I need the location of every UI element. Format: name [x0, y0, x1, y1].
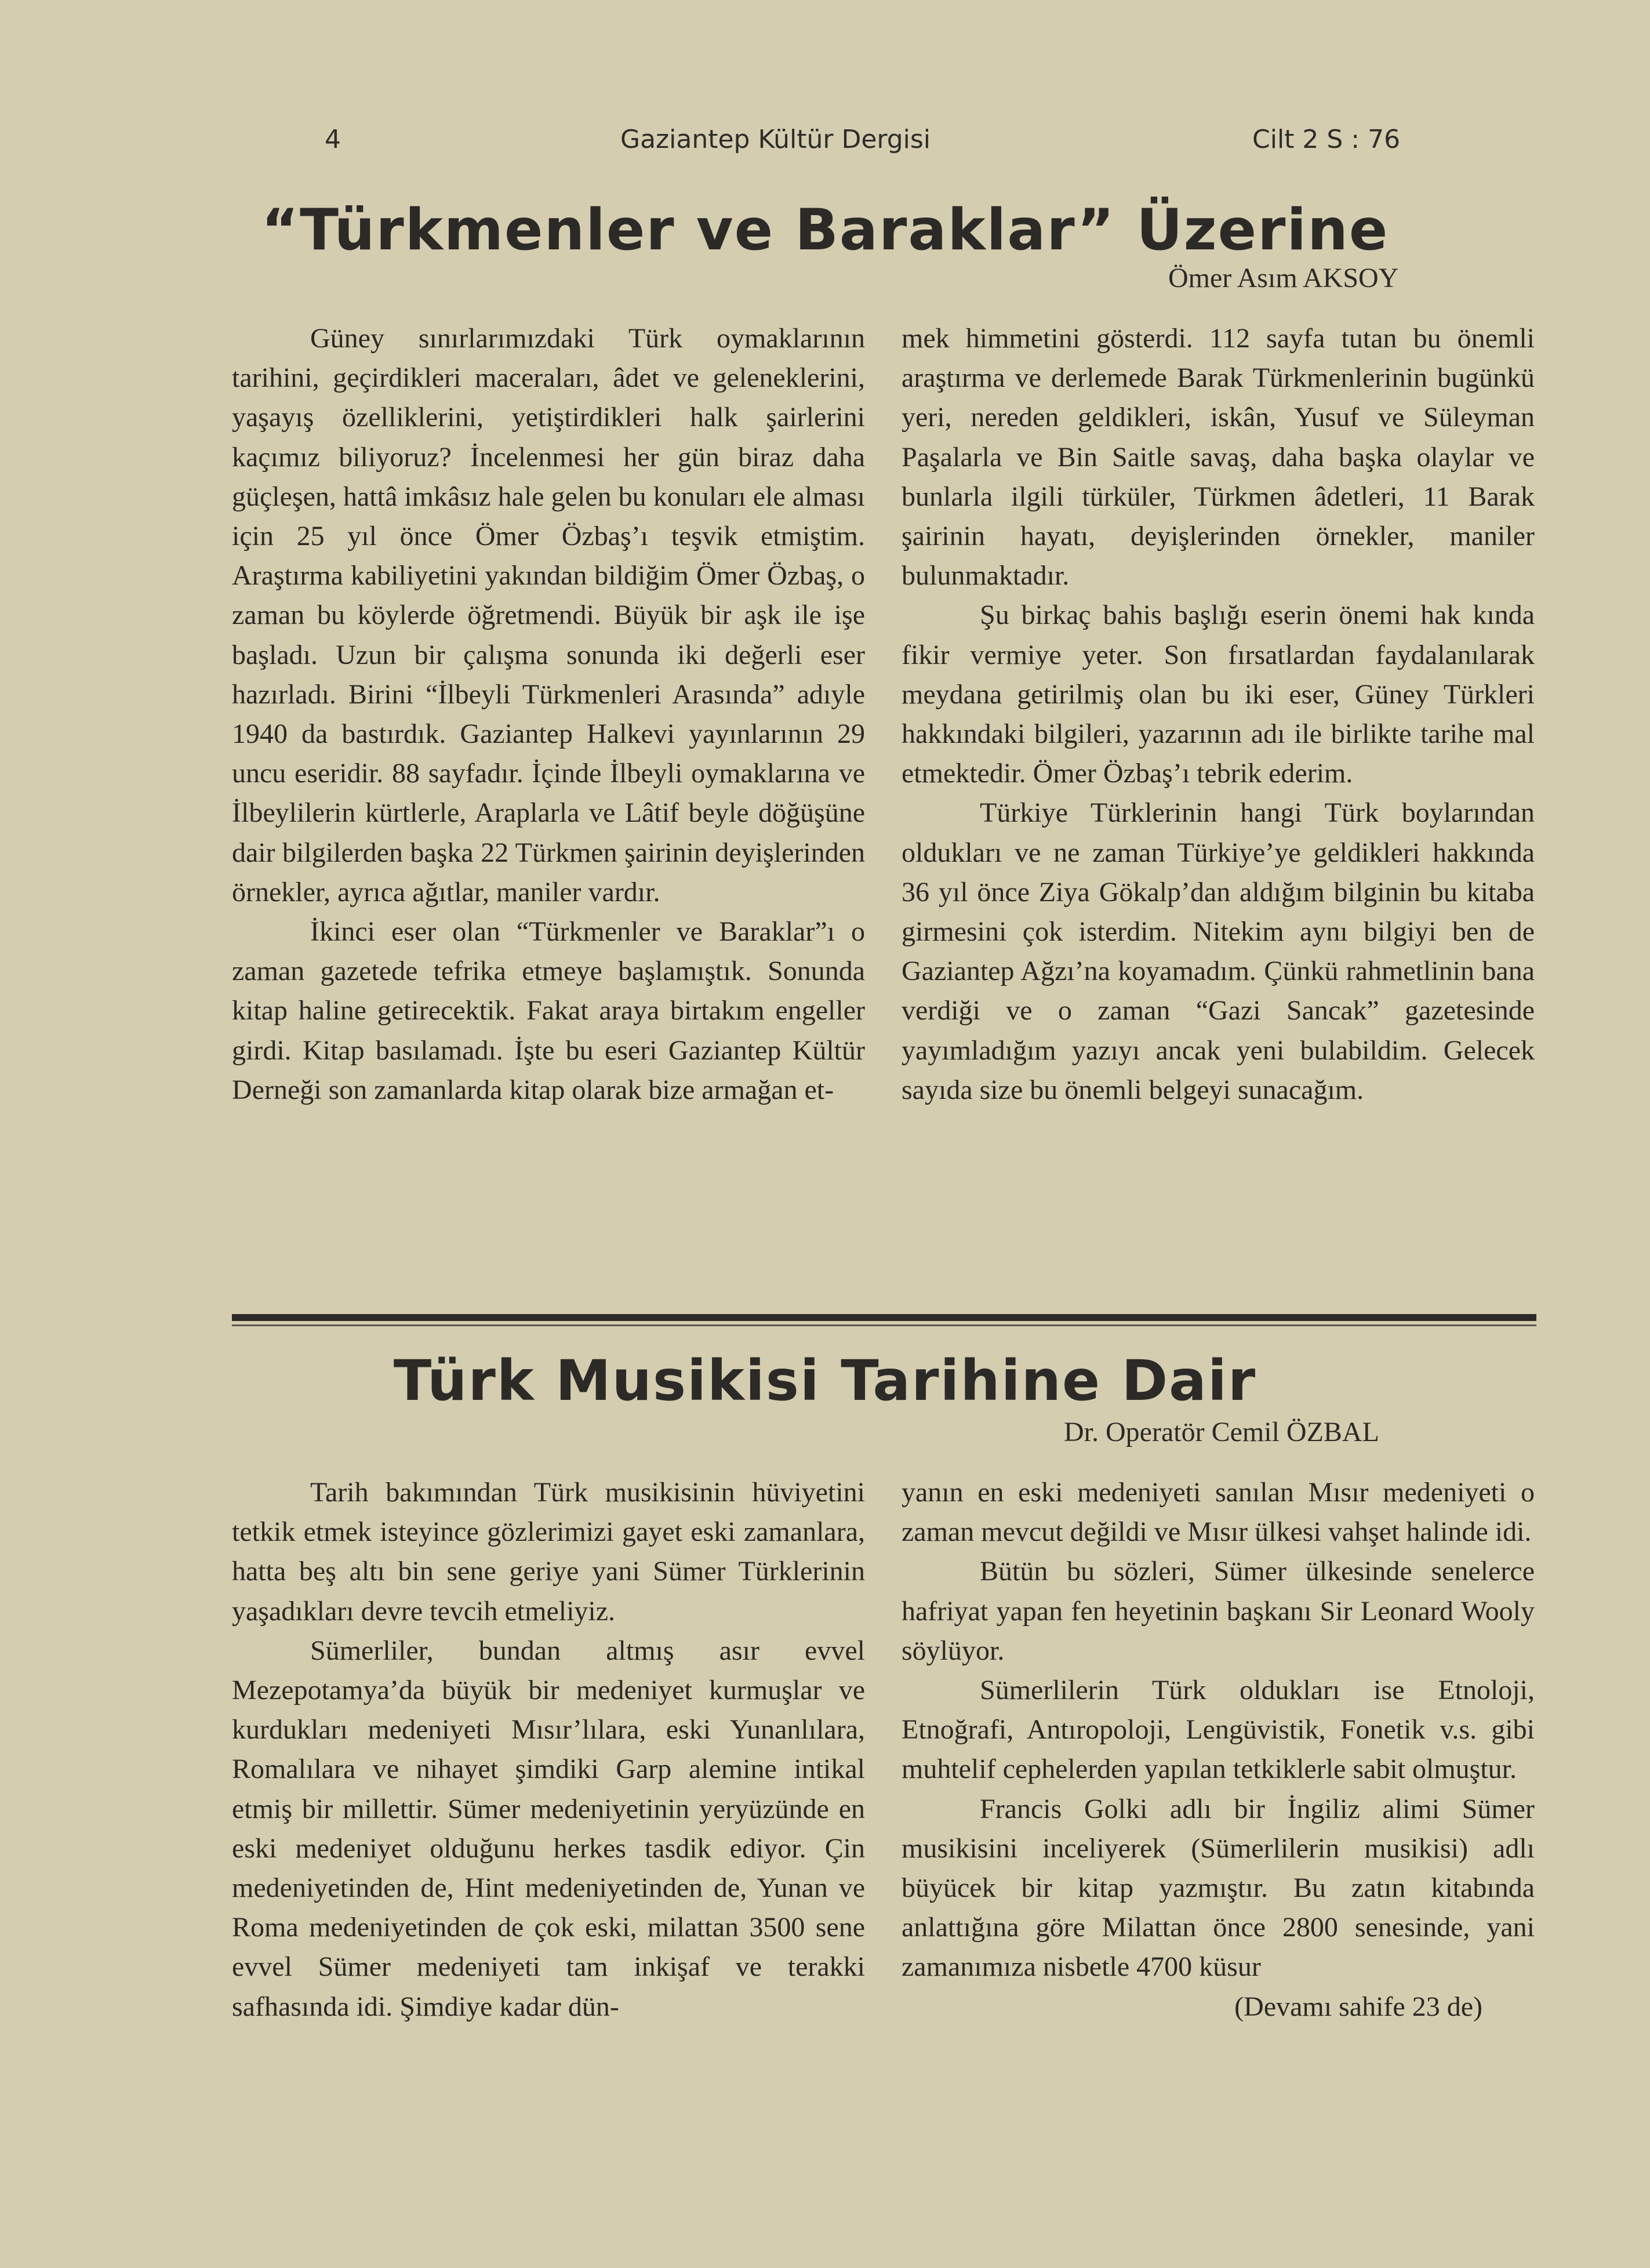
article-1-column-left: [232, 319, 865, 1110]
article-1-column-right: [902, 319, 1535, 1110]
paragraph: Türkiye Türklerinin hangi Türk boylarından oldukları ve ne zaman Türkiye’ye geldikleri hakkında 36 yıl önce Ziya Gökalp’dan aldığım bilginin bu kitaba girmesini çok isterdim. Nitekim aynı bilgiyi ben de Gaziantep Ağzı’na koyamadım. Çünkü rahmetlinin bana verdiği ve o zaman “Gazi Sancak” gazetesinde yayımladığım yazıyı ancak yeni bulabildim. Gelecek sayıda size bu önemli belgeyi sunacağım.: [902, 797, 1535, 1105]
paragraph: Sümerliler, bundan altmış asır evvel Mezepotamya’da büyük bir medeniyet kurmuşlar ve kurdukları medeniyeti Mısır’lılara, eski Yunanlılara, Romalılara ve nihayet şimdiki Garp alemine intikal etmiş bir millettir. Sümer medeniyetinin yeryüzünde en eski medeniyet olduğunu herkes tasdik ediyor. Çin medeniyetinden de, Hint medeniyetinden de, Yunan ve Roma medeniyetinden de çok eski, milattan 3500 sene evvel Sümer medeniyeti tam inkişaf ve terakki safhasında idi. Şimdiye kadar dün-: [232, 1635, 865, 2022]
paragraph: Sümerlilerin Türk oldukları ise Etnoloji, Etnoğrafi, Antıropoloji, Lengüvistik, Fonetik v.s. gibi muhtelif cephelerden yapılan tetkiklerle sabit olmuştur.: [902, 1675, 1535, 1785]
section-divider-thin: [232, 1324, 1536, 1326]
paragraph: Güney sınırlarımızdaki Türk oymaklarının tarihini, geçirdikleri maceraları, âdet ve geleneklerini, yaşayış özelliklerini, yetiştirdikleri halk şairlerini kaçımız biliyoruz? İncelenmesi her gün biraz daha güçleşen, hattâ imkâsız hale gelen bu konuları ele alması için 25 yıl önce Ömer Özbaş’ı teşvik etmiştim. Araştırma kabiliyetini yakından bildiğim Ömer Özbaş, o zaman bu köylerde öğretmendi. Büyük bir aşk ile işe başladı. Uzun bir çalışma sonunda iki değerli eser hazırladı. Birini “İlbeyli Türkmenleri Arasında” adıyle 1940 da bastırdık. Gaziantep Halkevi yayınlarının 29 uncu eseridir. 88 sayfadır. İçinde İlbeyli oymaklarına ve İlbeylilerin kürtlerle, Araplarla ve Lâtif beyle döğüşüne dair bilgilerden başka 22 Türkmen şairinin deyişlerinden örnekler, ayrıca ağıtlar, maniler vardır.: [232, 323, 865, 908]
page-header: [0, 125, 1650, 159]
paragraph: Tarih bakımından Türk musikisinin hüviyetini tetkik etmek isteyince gözlerimizi gayet eski zamanlara, hatta beş altı bin sene geriye yani Sümer Türklerinin yaşadıkları devre tevcih etmeliyiz.: [232, 1477, 865, 1627]
article-2-title: Türk Musikisi Tarihine Dair: [393, 1348, 1257, 1413]
article-2-author: Dr. Operatör Cemil ÖZBAL: [1064, 1417, 1379, 1447]
article-1-author: Ömer Asım AKSOY: [1168, 263, 1399, 293]
paragraph: Francis Golki adlı bir İngiliz alimi Sümer musikisini inceliyerek (Sümerlilerin musikisi) adlı büyücek bir kitap yazmıştır. Bu zatın kitabında anlattığına göre Milattan önce 2800 senesinde, yani zamanımıza nisbetle 4700 küsur: [902, 1793, 1535, 1983]
article-2-column-left: [232, 1473, 865, 2027]
page-number: 4: [325, 125, 341, 154]
article-2-column-right: [902, 1473, 1535, 2027]
paragraph: İkinci eser olan “Türkmenler ve Baraklar”ı o zaman gazetede tefrika etmeye başlamıştık. Sonunda kitap haline getirecektik. Fakat araya birtakım engeller girdi. Kitap basılamadı. İşte bu eseri Gaziantep Kültür Derneği son zamanlarda kitap olarak bize armağan et-: [232, 916, 865, 1105]
journal-title: Gaziantep Kültür Dergisi: [620, 125, 931, 154]
volume-info: Cilt 2 S : 76: [1252, 125, 1401, 154]
article-1-title: “Türkmenler ve Baraklar” Üzerine: [261, 197, 1389, 263]
paragraph: Bütün bu sözleri, Sümer ülkesinde senelerce hafriyat yapan fen heyetinin başkanı Sir Leonard Wooly söylüyor.: [902, 1556, 1535, 1666]
continuation-note: (Devamı sahife 23 de): [1234, 1991, 1482, 2022]
paragraph: yanın en eski medeniyeti sanılan Mısır medeniyeti o zaman mevcut değildi ve Mısır ülkesi vahşet halinde idi.: [902, 1477, 1535, 1548]
paragraph: mek himmetini gösterdi. 112 sayfa tutan bu önemli araştırma ve derlemede Barak Türkmenlerinin bugünkü yeri, nereden geldikleri, iskân, Yusuf ve Süleyman Paşalarla ve Bin Saitle savaş, daha başka olaylar ve bunlarla ilgili türküler, Türkmen âdetleri, 11 Barak şairinin hayatı, deyişlerinden örnekler, maniler bulunmaktadır.: [902, 323, 1535, 592]
paragraph: Şu birkaç bahis başlığı eserin önemi hak kında fikir vermiye yeter. Son fırsatlardan faydalanılarak meydana getirilmiş olan bu iki eser, Güney Türkleri hakkındaki bilgileri, yazarının adı ile birlikte tarihe mal etmektedir. Ömer Özbaş’ı tebrik ederim.: [902, 600, 1535, 789]
section-divider: [232, 1314, 1536, 1321]
